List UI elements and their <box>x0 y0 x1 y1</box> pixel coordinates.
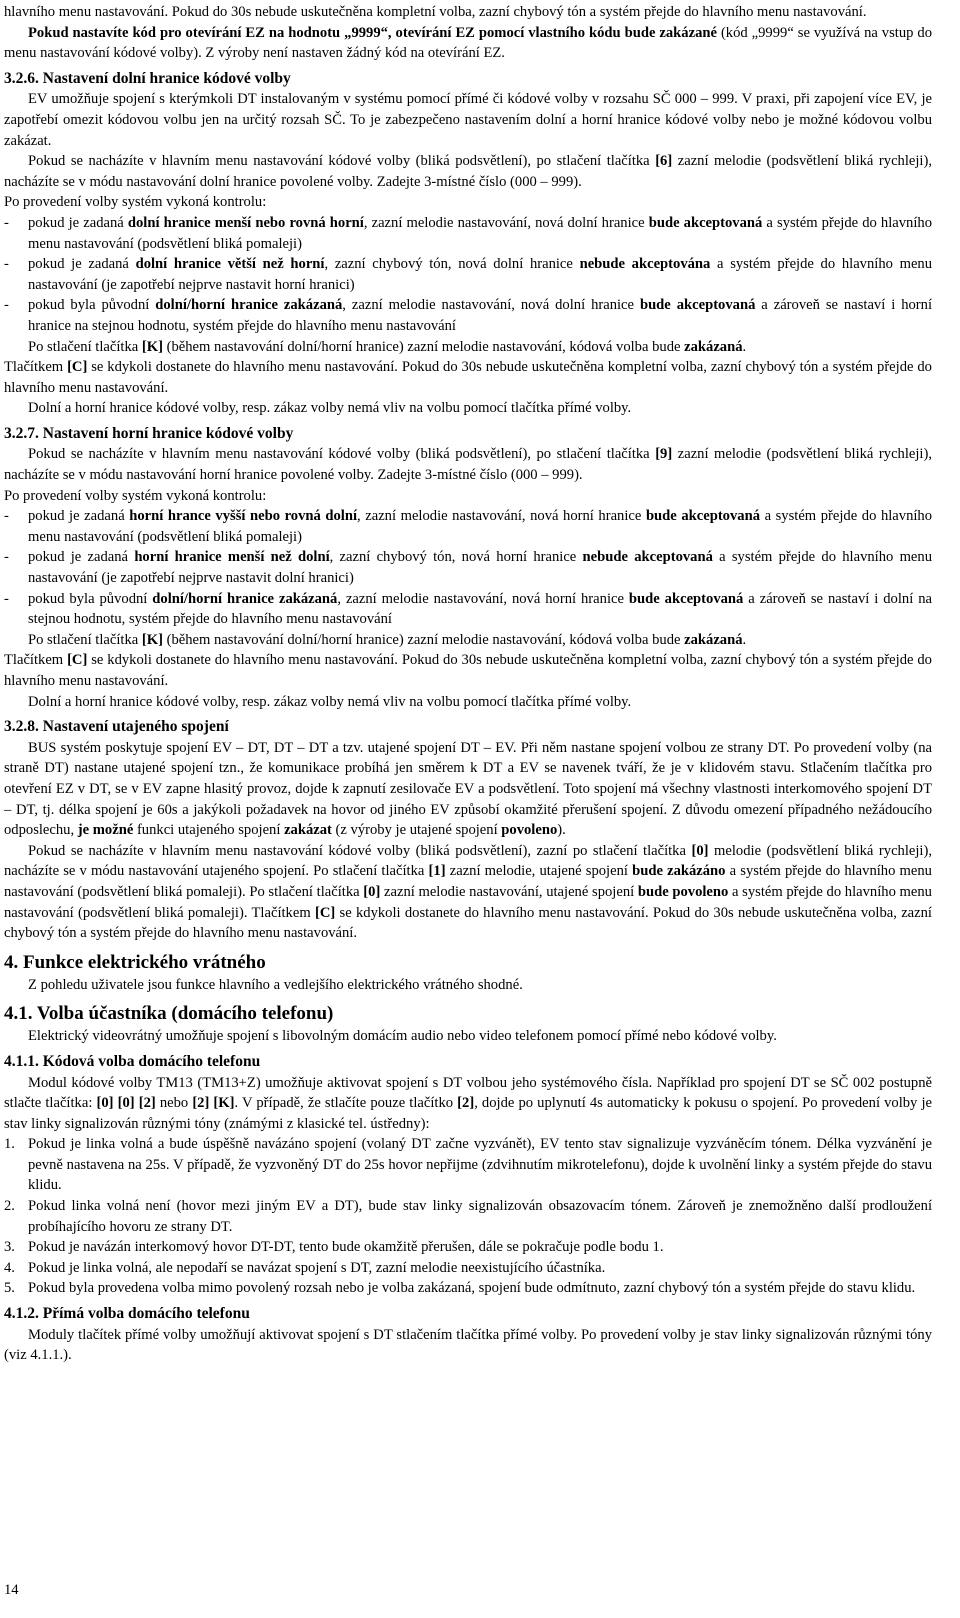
paragraph: Tlačítkem [C] se kdykoli dostanete do hlavního menu nastavování. Pokud do 30s nebude uskutečněna kompletní volba, zazní chybový tón a systém přejde do hlavního menu nastavování. <box>4 652 932 689</box>
chapter-heading-4-1: 4.1. Volba účastníka (domácího telefonu) <box>4 1003 334 1025</box>
list-item: - pokud je zadaná horní hrance vyšší nebo rovná dolní, zazní melodie nastavování, nová horní hranice bude akceptovaná a systém přejde do hlavního menu nastavování (podsvětlení bliká pomaleji) <box>4 506 932 547</box>
paragraph: Dolní a horní hranice kódové volby, resp. zákaz volby nemá vliv na volbu pomocí tlačítka přímé volby. <box>28 693 632 710</box>
paragraph: Elektrický videovrátný umožňuje spojení s libovolným domácím audio nebo video telefonem pomocí přímé nebo kódové volby. <box>28 1028 777 1045</box>
paragraph: Modul kódové volby TM13 (TM13+Z) umožňuje aktivovat spojení s DT volbou jeho systémového čísla. Například pro spojení DT se SČ 002 postupně stlačte tlačítka: [0] [0] [2] nebo [2] [K]. V případě, že stlačíte pouze tlačítko [2], dojde po uplynutí 4s automaticky k pokusu o spojení. Po provedení volby je stav linky signalizován různými tóny (známými z klasické tel. ústředny): <box>4 1074 932 1132</box>
intro-code-text: (kód „9999“ se využívá na vstup do menu nastavování kódové volby). Z výroby není nastaven žádný kód na otevírání EZ. <box>4 24 932 62</box>
section-heading-3-2-8: 3.2.8. Nastavení utajeného spojení <box>4 718 229 736</box>
list-item: 4. Pokud je linka volná, ale nepodaří se navázat spojení s DT, zazní melodie neexistujícího účastníka. <box>4 1259 606 1276</box>
list-item: 2. Pokud linka volná není (hovor mezi jiným EV a DT), bude stav linky signalizován obsazovacím tónem. Zároveň je znemožněno další prodloužení probíhajícího hovoru ze strany DT. <box>4 1198 932 1235</box>
list-item: 5. Pokud byla provedena volba mimo povolený rozsah nebo je volba zakázaná, spojení bude odmítnuto, zazní chybový tón a systém přejde do stavu klidu. <box>4 1280 916 1297</box>
section-heading-4-1-2: 4.1.2. Přímá volba domácího telefonu <box>4 1305 250 1323</box>
paragraph: Pokud se nacházíte v hlavním menu nastavování kódové volby (bliká podsvětlení), po stlačení tlačítka [9] zazní melodie (podsvětlení bliká rychleji), nacházíte se v módu nastavování horní hranice povolené volby. Zadejte 3-místné číslo (000 – 999). <box>4 446 932 484</box>
list-item: 1. Pokud je linka volná a bude úspěšně navázáno spojení (volaný DT začne vyzvánět), EV tento stav signalizuje vyzváněcím tónem. Délka vyzvánění je pevně nastavena na 25s. V případě, že vyzvoněný DT do 25s hovor nepřijme (zdvihnutím mikrotelefonu), dojde k uvolnění linky a systém přejde do stavu klidu. <box>4 1136 932 1194</box>
list-item: - pokud je zadaná dolní hranice větší než horní, zazní chybový tón, nová dolní hranice nebude akceptována a systém přejde do hlavního menu nastavování (je zapotřebí nejprve nastavit horní hranici) <box>4 254 932 295</box>
paragraph: Moduly tlačítek přímé volby umožňují aktivovat spojení s DT stlačením tlačítka přímé volby. Po provedení volby je stav linky signalizován různými tóny (viz 4.1.1.). <box>4 1326 932 1364</box>
intro-code-bold: Pokud nastavíte kód pro otevírání EZ na hodnotu „9999“, otevírání EZ pomocí vlastního kódu bude zakázané <box>28 24 717 41</box>
list-item: - pokud byla původní dolní/horní hranice zakázaná, zazní melodie nastavování, nová dolní hranice bude akceptovaná a zároveň se nastaví i horní hranice na stejnou hodnotu, systém přejde do hlavního menu nastavování <box>4 295 932 336</box>
list-item: - pokud je zadaná dolní hranice menší nebo rovná horní, zazní melodie nastavování, nová dolní hranice bude akceptovaná a systém přejde do hlavního menu nastavování (podsvětlení bliká pomaleji) <box>4 213 932 254</box>
paragraph: Po provedení volby systém vykoná kontrolu: <box>4 194 267 211</box>
paragraph: Z pohledu uživatele jsou funkce hlavního a vedlejšího elektrického vrátného shodné. <box>28 976 523 993</box>
list-item: 3. Pokud je navázán interkomový hovor DT-DT, tento bude okamžitě přerušen, dále se pokračuje podle bodu 1. <box>4 1239 664 1256</box>
page-number: 14 <box>4 1582 19 1598</box>
paragraph: Dolní a horní hranice kódové volby, resp. zákaz volby nemá vliv na volbu pomocí tlačítka přímé volby. <box>28 400 632 417</box>
paragraph: Pokud se nacházíte v hlavním menu nastavování kódové volby (bliká podsvětlení), zazní po stlačení tlačítka [0] melodie (podsvětlení bliká rychleji), nacházíte se v módu nastavování utajeného spojení. Po stlačení tlačítka [1] zazní melodie, utajené spojení bude zakázáno a systém přejde do hlavního menu nastavování (podsvětlení bliká pomaleji). Po stlačení tlačítka [0] zazní melodie nastavování, utajené spojení bude povoleno a systém přejde do hlavního menu nastavování (podsvětlení bliká pomaleji). Tlačítkem [C] se kdykoli dostanete do hlavního menu nastavování. Pokud do 30s nebude uskutečněna volba, zazní chybový tón a systém přejde do hlavního menu nastavování. <box>4 842 932 942</box>
document-page <box>4 2 932 1366</box>
list-item: - pokud je zadaná horní hranice menší než dolní, zazní chybový tón, nová horní hranice nebude akceptovaná a systém přejde do hlavního menu nastavování (je zapotřebí nejprve nastavit dolní hranici) <box>4 547 932 588</box>
check-list <box>4 213 932 337</box>
section-heading-3-2-6: 3.2.6. Nastavení dolní hranice kódové volby <box>4 69 291 87</box>
chapter-heading-4: 4. Funkce elektrického vrátného <box>4 951 266 973</box>
paragraph: BUS systém poskytuje spojení EV – DT, DT – DT a tzv. utajené spojení DT – EV. Při něm nastane spojení volbou ze strany DT. Po provedení volby (na straně DT) nastane utajené spojení tzn., že komunikace probíhá jen směrem k DT a EV se navenek tváří, že je v klidovém stavu. Stlačením tlačítka pro otevření EZ v DT, se v EV zapne hlasitý provoz, dojde k zapnutí zesilovače EV a podsvětlení. Toto spojení má všechny vlastnosti interkomového spojení DT – DT, tj. délka spojení je 60s a jakýkoli požadavek na hovor od jiného EV způsobí okamžité přerušení spojení. Z důvodu omezení případného nežádoucího odposlechu, je možné funkci utajeného spojení zakázat (z výroby je utajené spojení povoleno). <box>4 739 932 839</box>
intro-paragraph: hlavního menu nastavování. Pokud do 30s nebude uskutečněna kompletní volba, zazní chybový tón a systém přejde do hlavního menu nastavování. <box>4 4 867 20</box>
section-heading-4-1-1: 4.1.1. Kódová volba domácího telefonu <box>4 1052 261 1070</box>
paragraph: Po stlačení tlačítka [K] (během nastavování dolní/horní hranice) zazní melodie nastavování, kódová volba bude zakázaná. <box>28 338 747 355</box>
numbered-list <box>4 1134 932 1299</box>
paragraph: Po provedení volby systém vykoná kontrolu: <box>4 487 267 504</box>
list-item: - pokud byla původní dolní/horní hranice zakázaná, zazní melodie nastavování, nová horní hranice bude akceptovaná a zároveň se nastaví i dolní na stejnou hodnotu, systém přejde do hlavního menu nastavování <box>4 589 932 630</box>
check-list <box>4 506 932 630</box>
paragraph: Pokud se nacházíte v hlavním menu nastavování kódové volby (bliká podsvětlení), po stlačení tlačítka [6] zazní melodie (podsvětlení bliká rychleji), nacházíte se v módu nastavování dolní hranice povolené volby. Zadejte 3-místné číslo (000 – 999). <box>4 153 932 190</box>
paragraph: EV umožňuje spojení s kterýmkoli DT instalovaným v systému pomocí přímé či kódové volby v rozsahu SČ 000 – 999. V praxi, při zapojení více EV, je zapotřebí omezit kódovou volbu jen na určitý rozsah SČ. To je zabezpečeno nastavením dolní a horní hranice kódové volby nebo je možné kódovou volbu zakázat. <box>4 91 932 149</box>
paragraph: Tlačítkem [C] se kdykoli dostanete do hlavního menu nastavování. Pokud do 30s nebude uskutečněna kompletní volba, zazní chybový tón a systém přejde do hlavního menu nastavování. <box>4 359 932 396</box>
section-heading-3-2-7: 3.2.7. Nastavení horní hranice kódové volby <box>4 424 294 442</box>
intro-code-paragraph <box>4 23 932 64</box>
paragraph: Po stlačení tlačítka [K] (během nastavování dolní/horní hranice) zazní melodie nastavování, kódová volba bude zakázaná. <box>28 631 747 648</box>
